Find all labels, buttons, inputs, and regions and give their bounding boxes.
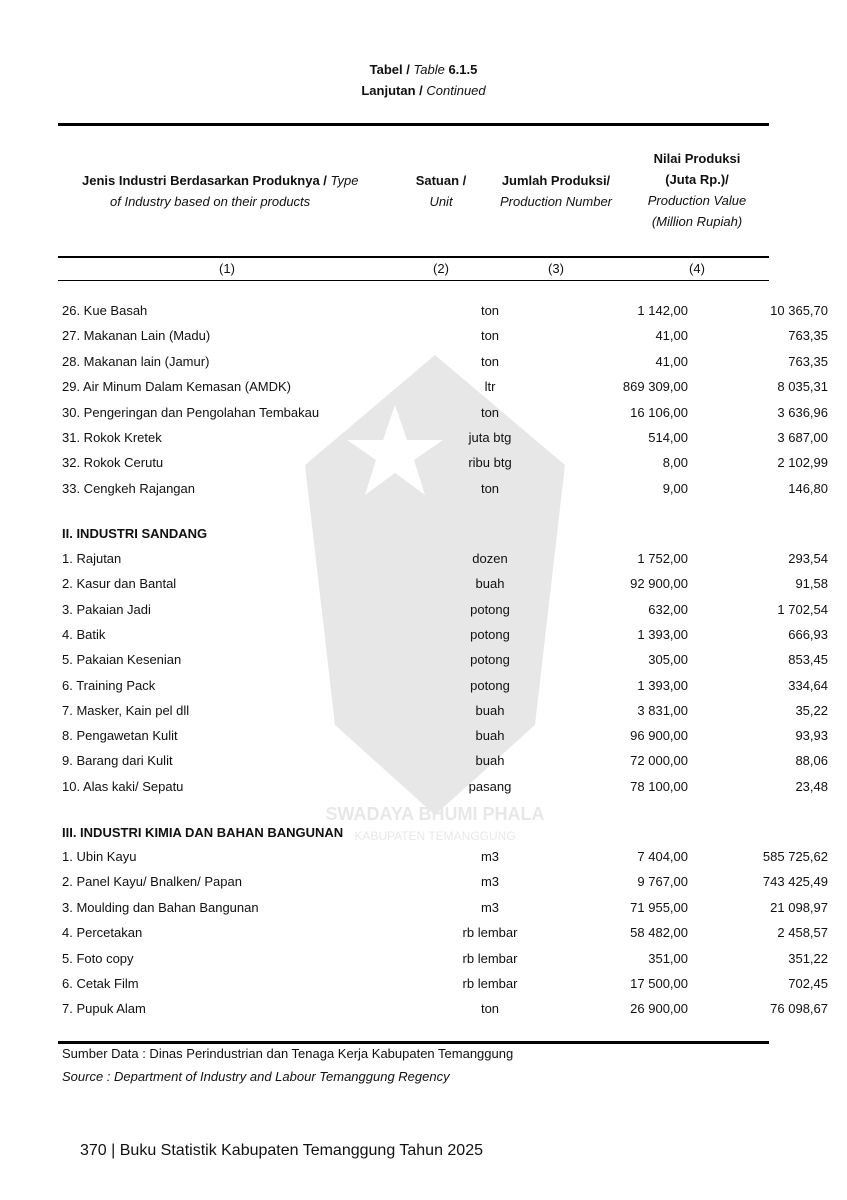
- publication-title: | Buku Statistik Kabupaten Temanggung Tahun 2025: [111, 1142, 483, 1159]
- unit-cell: rb lembar: [462, 925, 518, 941]
- col3-label-en: Production Number: [500, 194, 612, 209]
- production-number-cell: 305,00: [648, 652, 688, 668]
- unit-cell: potong: [470, 601, 510, 617]
- production-value-cell: 3 636,96: [777, 404, 828, 420]
- industry-name: 30. Pengeringan dan Pengolahan Tembakau: [62, 404, 320, 420]
- table-row: [62, 776, 828, 798]
- unit-cell: juta btg: [468, 430, 512, 445]
- production-number-cell: 3 831,00: [637, 702, 688, 718]
- table-label-id: Tabel: [369, 62, 403, 77]
- production-value-cell: 763,35: [788, 353, 828, 369]
- col1-label-en-a: Type: [330, 173, 359, 188]
- production-number-cell: 514,00: [648, 430, 688, 445]
- production-value-cell: 743 425,49: [762, 874, 828, 890]
- unit-cell: ltr: [484, 379, 496, 395]
- industry-name: 31. Rokok Kretek: [62, 430, 162, 445]
- production-value-cell: 93,93: [795, 728, 828, 744]
- column-header-unit: [400, 170, 482, 212]
- col4-label-en-a: Production Value: [647, 193, 747, 208]
- unit-cell: buah: [475, 576, 505, 592]
- industry-name: 32. Rokok Cerutu: [62, 455, 164, 471]
- continued-separator: /: [415, 83, 427, 98]
- table-row: [62, 725, 828, 747]
- title-separator: /: [402, 62, 414, 77]
- production-number-cell: 17 500,00: [630, 976, 688, 991]
- production-value-cell: 76 098,67: [770, 1001, 828, 1017]
- unit-cell: ton: [480, 404, 500, 420]
- industry-name: 6. Training Pack: [62, 677, 156, 693]
- table-row: [62, 948, 828, 970]
- continued-en: Continued: [426, 83, 486, 98]
- industry-name: 8. Pengawetan Kulit: [62, 728, 178, 744]
- production-value-cell: 3 687,00: [777, 430, 828, 445]
- industry-name: 4. Percetakan: [62, 925, 143, 941]
- col3-label-id: Jumlah Produksi/: [501, 173, 611, 188]
- column-header-production-value: [634, 148, 760, 232]
- production-number-cell: 92 900,00: [630, 576, 688, 592]
- production-value-cell: 2 102,99: [777, 455, 828, 471]
- production-number-cell: 58 482,00: [630, 925, 688, 941]
- unit-cell: buah: [475, 702, 505, 718]
- production-value-cell: 666,93: [788, 626, 828, 642]
- source-note-en: Source : Department of Industry and Labour Temanggung Regency: [62, 1069, 450, 1084]
- column-header-production-number: [484, 170, 628, 212]
- production-number-cell: 96 900,00: [630, 728, 688, 744]
- table-row: [62, 846, 828, 868]
- industry-name: 6. Cetak Film: [62, 976, 139, 991]
- production-number-cell: 869 309,00: [622, 379, 688, 395]
- table-row: [62, 998, 828, 1020]
- page-number: 370: [80, 1142, 107, 1159]
- table-title: [0, 62, 847, 77]
- table-row: [62, 402, 828, 424]
- header-rule: [58, 256, 769, 258]
- unit-cell: buah: [475, 753, 505, 769]
- production-number-cell: 7 404,00: [637, 849, 688, 864]
- industry-name: 7. Pupuk Alam: [62, 1001, 146, 1017]
- unit-cell: potong: [470, 652, 510, 668]
- unit-cell: ton: [480, 353, 500, 369]
- unit-cell: rb lembar: [462, 976, 518, 991]
- production-value-cell: 91,58: [795, 576, 828, 592]
- table-row: [62, 700, 828, 722]
- table-row: [62, 573, 828, 595]
- production-number-cell: 72 000,00: [630, 753, 688, 769]
- col4-label-id-b: (Juta Rp.)/: [665, 172, 729, 187]
- table-top-rule: [58, 123, 769, 126]
- table-row: [62, 599, 828, 621]
- unit-cell: m3: [480, 849, 500, 864]
- production-number-cell: 26 900,00: [630, 1001, 688, 1017]
- table-row: [62, 973, 828, 995]
- industry-name: 33. Cengkeh Rajangan: [62, 480, 195, 496]
- unit-cell: ton: [480, 303, 500, 318]
- table-row: [62, 452, 828, 474]
- production-value-cell: 702,45: [788, 976, 828, 991]
- industry-name: 10. Alas kaki/ Sepatu: [62, 778, 184, 794]
- production-value-cell: 8 035,31: [777, 379, 828, 395]
- production-number-cell: 1 393,00: [637, 626, 688, 642]
- table-row: [62, 351, 828, 373]
- production-value-cell: 35,22: [795, 702, 828, 718]
- production-value-cell: 853,45: [788, 652, 828, 668]
- industry-name: 5. Pakaian Kesenian: [62, 652, 182, 668]
- column-header-industry-type: [62, 170, 392, 212]
- production-value-cell: 1 702,54: [777, 601, 828, 617]
- unit-cell: dozen: [472, 551, 508, 566]
- table-row: [62, 300, 828, 322]
- industry-name: 29. Air Minum Dalam Kemasan (AMDK): [62, 379, 292, 395]
- industry-name: 27. Makanan Lain (Madu): [62, 328, 211, 344]
- section-title-sandang: II. INDUSTRI SANDANG: [62, 526, 208, 541]
- table-row: [62, 750, 828, 772]
- production-number-cell: 1 752,00: [637, 551, 688, 566]
- unit-cell: potong: [470, 626, 510, 642]
- unit-cell: ton: [480, 1001, 500, 1017]
- unit-cell: potong: [470, 677, 510, 693]
- industry-name: 2. Kasur dan Bantal: [62, 576, 177, 592]
- unit-cell: m3: [480, 874, 500, 890]
- col4-label-en-b: (Million Rupiah): [651, 214, 743, 229]
- column-number-rule: [58, 280, 769, 281]
- production-value-cell: 21 098,97: [770, 899, 828, 915]
- production-number-cell: 1 393,00: [637, 677, 688, 693]
- table-row: [62, 624, 828, 646]
- table-row: [62, 478, 828, 500]
- col2-label-id: Satuan /: [415, 173, 467, 188]
- industry-name: 1. Ubin Kayu: [62, 849, 137, 864]
- production-number-cell: 632,00: [648, 601, 688, 617]
- production-number-cell: 9,00: [662, 480, 688, 496]
- section-title-kimia: III. INDUSTRI KIMIA DAN BAHAN BANGUNAN: [62, 825, 344, 840]
- industry-name: 7. Masker, Kain pel dll: [62, 702, 190, 718]
- industry-name: 5. Foto copy: [62, 950, 134, 966]
- table-continued: [0, 83, 847, 98]
- table-bottom-rule: [58, 1041, 769, 1044]
- column-number-4: (4): [689, 261, 705, 276]
- production-number-cell: 8,00: [662, 455, 688, 471]
- table-row: [62, 922, 828, 944]
- industry-name: 3. Pakaian Jadi: [62, 601, 151, 617]
- unit-cell: ribu btg: [468, 455, 512, 471]
- table-row: [62, 897, 828, 919]
- unit-cell: rb lembar: [462, 950, 518, 966]
- table-row: [62, 376, 828, 398]
- column-number-2: (2): [433, 261, 449, 276]
- table-label-en: Table: [413, 62, 445, 77]
- unit-cell: ton: [480, 480, 500, 496]
- production-number-cell: 78 100,00: [630, 778, 688, 794]
- watermark-motto: SWADAYA BHUMI PHALA: [325, 804, 545, 824]
- production-value-cell: 88,06: [795, 753, 828, 769]
- production-number-cell: 9 767,00: [637, 874, 688, 890]
- col4-label-id-a: Nilai Produksi: [653, 151, 741, 166]
- production-value-cell: 293,54: [788, 551, 828, 566]
- industry-name: 28. Makanan lain (Jamur): [62, 353, 210, 369]
- col1-label-id: Jenis Industri Berdasarkan Produknya /: [82, 173, 327, 188]
- table-row: [62, 427, 828, 449]
- unit-cell: m3: [480, 899, 500, 915]
- production-number-cell: 1 142,00: [637, 303, 688, 318]
- production-number-cell: 16 106,00: [630, 404, 688, 420]
- column-number-1: (1): [219, 261, 235, 276]
- production-number-cell: 41,00: [655, 328, 688, 344]
- industry-name: 9. Barang dari Kulit: [62, 753, 173, 769]
- col1-label-en-b: of Industry based on their products: [110, 194, 311, 209]
- production-value-cell: 351,22: [788, 950, 828, 966]
- production-value-cell: 334,64: [788, 677, 828, 693]
- production-value-cell: 585 725,62: [762, 849, 828, 864]
- table-row: [62, 325, 828, 347]
- column-number-3: (3): [548, 261, 564, 276]
- watermark-regency: KABUPATEN TEMANGGUNG: [354, 829, 516, 843]
- continued-id: Lanjutan: [361, 83, 416, 98]
- industry-name: 2. Panel Kayu/ Bnalken/ Papan: [62, 874, 242, 890]
- table-number: 6.1.5: [448, 62, 478, 77]
- production-number-cell: 41,00: [655, 353, 688, 369]
- table-row: [62, 548, 828, 570]
- production-value-cell: 23,48: [795, 778, 828, 794]
- table-row: [62, 871, 828, 893]
- production-value-cell: 2 458,57: [777, 925, 828, 941]
- unit-cell: ton: [480, 328, 500, 344]
- production-value-cell: 10 365,70: [770, 303, 828, 318]
- industry-name: 1. Rajutan: [62, 551, 122, 566]
- table-row: [62, 649, 828, 671]
- unit-cell: pasang: [468, 778, 512, 794]
- industry-name: 26. Kue Basah: [62, 303, 148, 318]
- page-footer: [80, 1142, 483, 1160]
- production-number-cell: 71 955,00: [630, 899, 688, 915]
- source-note-id: Sumber Data : Dinas Perindustrian dan Tenaga Kerja Kabupaten Temanggung: [62, 1046, 514, 1061]
- industry-name: 3. Moulding dan Bahan Bangunan: [62, 899, 259, 915]
- production-number-cell: 351,00: [648, 950, 688, 966]
- production-value-cell: 146,80: [788, 480, 828, 496]
- unit-cell: buah: [475, 728, 505, 744]
- industry-name: 4. Batik: [62, 626, 106, 642]
- col2-label-en: Unit: [429, 194, 453, 209]
- table-row: [62, 675, 828, 697]
- production-value-cell: 763,35: [788, 328, 828, 344]
